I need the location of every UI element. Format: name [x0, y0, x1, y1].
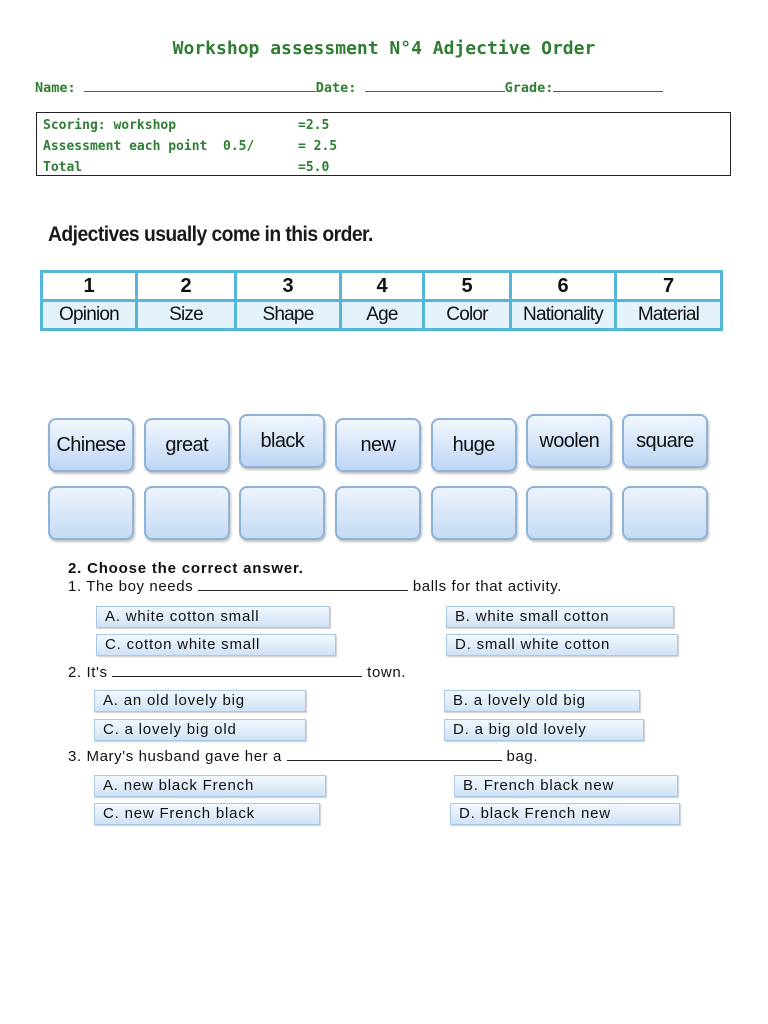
- word-chip[interactable]: new: [335, 418, 421, 472]
- grade-blank[interactable]: [553, 79, 663, 92]
- answer-slot[interactable]: [48, 486, 134, 540]
- order-category: Nationality: [511, 301, 616, 330]
- order-category: Age: [341, 301, 424, 330]
- option-b[interactable]: B. French black new: [454, 775, 678, 797]
- scoring-row: [43, 157, 724, 178]
- order-category-row: [42, 301, 722, 330]
- question-3: [68, 748, 538, 765]
- answer-slot[interactable]: [622, 486, 708, 540]
- order-number: 4: [341, 272, 424, 301]
- order-number-row: [42, 272, 722, 301]
- scoring-row: [43, 115, 724, 136]
- order-category: Size: [137, 301, 236, 330]
- question-text-after: town.: [367, 664, 407, 681]
- word-chip[interactable]: woolen: [526, 414, 612, 468]
- name-blank[interactable]: [84, 79, 316, 92]
- option-d[interactable]: D. a big old lovely: [444, 719, 644, 741]
- scoring-label: Scoring: workshop: [43, 118, 177, 133]
- date-label: Date:: [315, 80, 357, 96]
- question-text-before: It's: [86, 664, 108, 681]
- question-text-before: The boy needs: [86, 578, 194, 595]
- option-a[interactable]: A. white cotton small: [96, 606, 330, 628]
- option-b[interactable]: B. a lovely old big: [444, 690, 640, 712]
- answer-slot[interactable]: [431, 486, 517, 540]
- question-number: 2.: [68, 664, 82, 681]
- scoring-label: Assessment each point 0.5/: [43, 139, 255, 154]
- grade-label: Grade:: [504, 80, 554, 96]
- option-c[interactable]: C. cotton white small: [96, 634, 336, 656]
- word-chip[interactable]: black: [239, 414, 325, 468]
- answer-slot[interactable]: [239, 486, 325, 540]
- question-text-after: balls for that activity.: [412, 578, 563, 595]
- order-category: Shape: [236, 301, 341, 330]
- date-blank[interactable]: [365, 79, 505, 92]
- name-label: Name:: [35, 80, 76, 96]
- order-number: 3: [236, 272, 341, 301]
- word-chip[interactable]: huge: [431, 418, 517, 472]
- order-number: 2: [137, 272, 236, 301]
- answer-slot[interactable]: [144, 486, 230, 540]
- scoring-box: [36, 112, 731, 176]
- adjective-order-table: [40, 270, 723, 331]
- order-category: Opinion: [42, 301, 137, 330]
- order-number: 7: [616, 272, 722, 301]
- section-title: 2. Choose the correct answer.: [68, 560, 304, 577]
- answer-blank[interactable]: [112, 664, 362, 677]
- question-number: 3.: [68, 748, 82, 765]
- scoring-row: [43, 136, 724, 157]
- word-chip[interactable]: Chinese: [48, 418, 134, 472]
- order-number: 6: [511, 272, 616, 301]
- order-category: Color: [424, 301, 511, 330]
- answer-blank[interactable]: [287, 748, 502, 761]
- question-number: 1.: [68, 578, 82, 595]
- order-heading: Adjectives usually come in this order.: [48, 223, 373, 246]
- student-info-fields: [35, 79, 735, 96]
- question-text-before: Mary's husband gave her a: [86, 748, 282, 765]
- option-b[interactable]: B. white small cotton: [446, 606, 674, 628]
- order-number: 5: [424, 272, 511, 301]
- option-c[interactable]: C. new French black: [94, 803, 320, 825]
- order-category: Material: [616, 301, 722, 330]
- order-number: 1: [42, 272, 137, 301]
- word-bank: [48, 418, 708, 472]
- scoring-value: = 2.5: [298, 139, 338, 154]
- scoring-value: =5.0: [298, 160, 330, 175]
- scoring-label: Total: [43, 160, 83, 175]
- scoring-value: =2.5: [298, 118, 330, 133]
- question-1: [68, 578, 562, 595]
- option-a[interactable]: A. an old lovely big: [94, 690, 306, 712]
- word-chip[interactable]: great: [144, 418, 230, 472]
- worksheet-title: Workshop assessment N°4 Adjective Order: [172, 38, 596, 59]
- word-chip[interactable]: square: [622, 414, 708, 468]
- option-d[interactable]: D. black French new: [450, 803, 680, 825]
- answer-slots: [48, 486, 708, 540]
- answer-blank[interactable]: [198, 578, 408, 591]
- option-d[interactable]: D. small white cotton: [446, 634, 678, 656]
- question-2: [68, 664, 406, 681]
- answer-slot[interactable]: [335, 486, 421, 540]
- question-text-after: bag.: [506, 748, 539, 765]
- option-a[interactable]: A. new black French: [94, 775, 326, 797]
- answer-slot[interactable]: [526, 486, 612, 540]
- option-c[interactable]: C. a lovely big old: [94, 719, 306, 741]
